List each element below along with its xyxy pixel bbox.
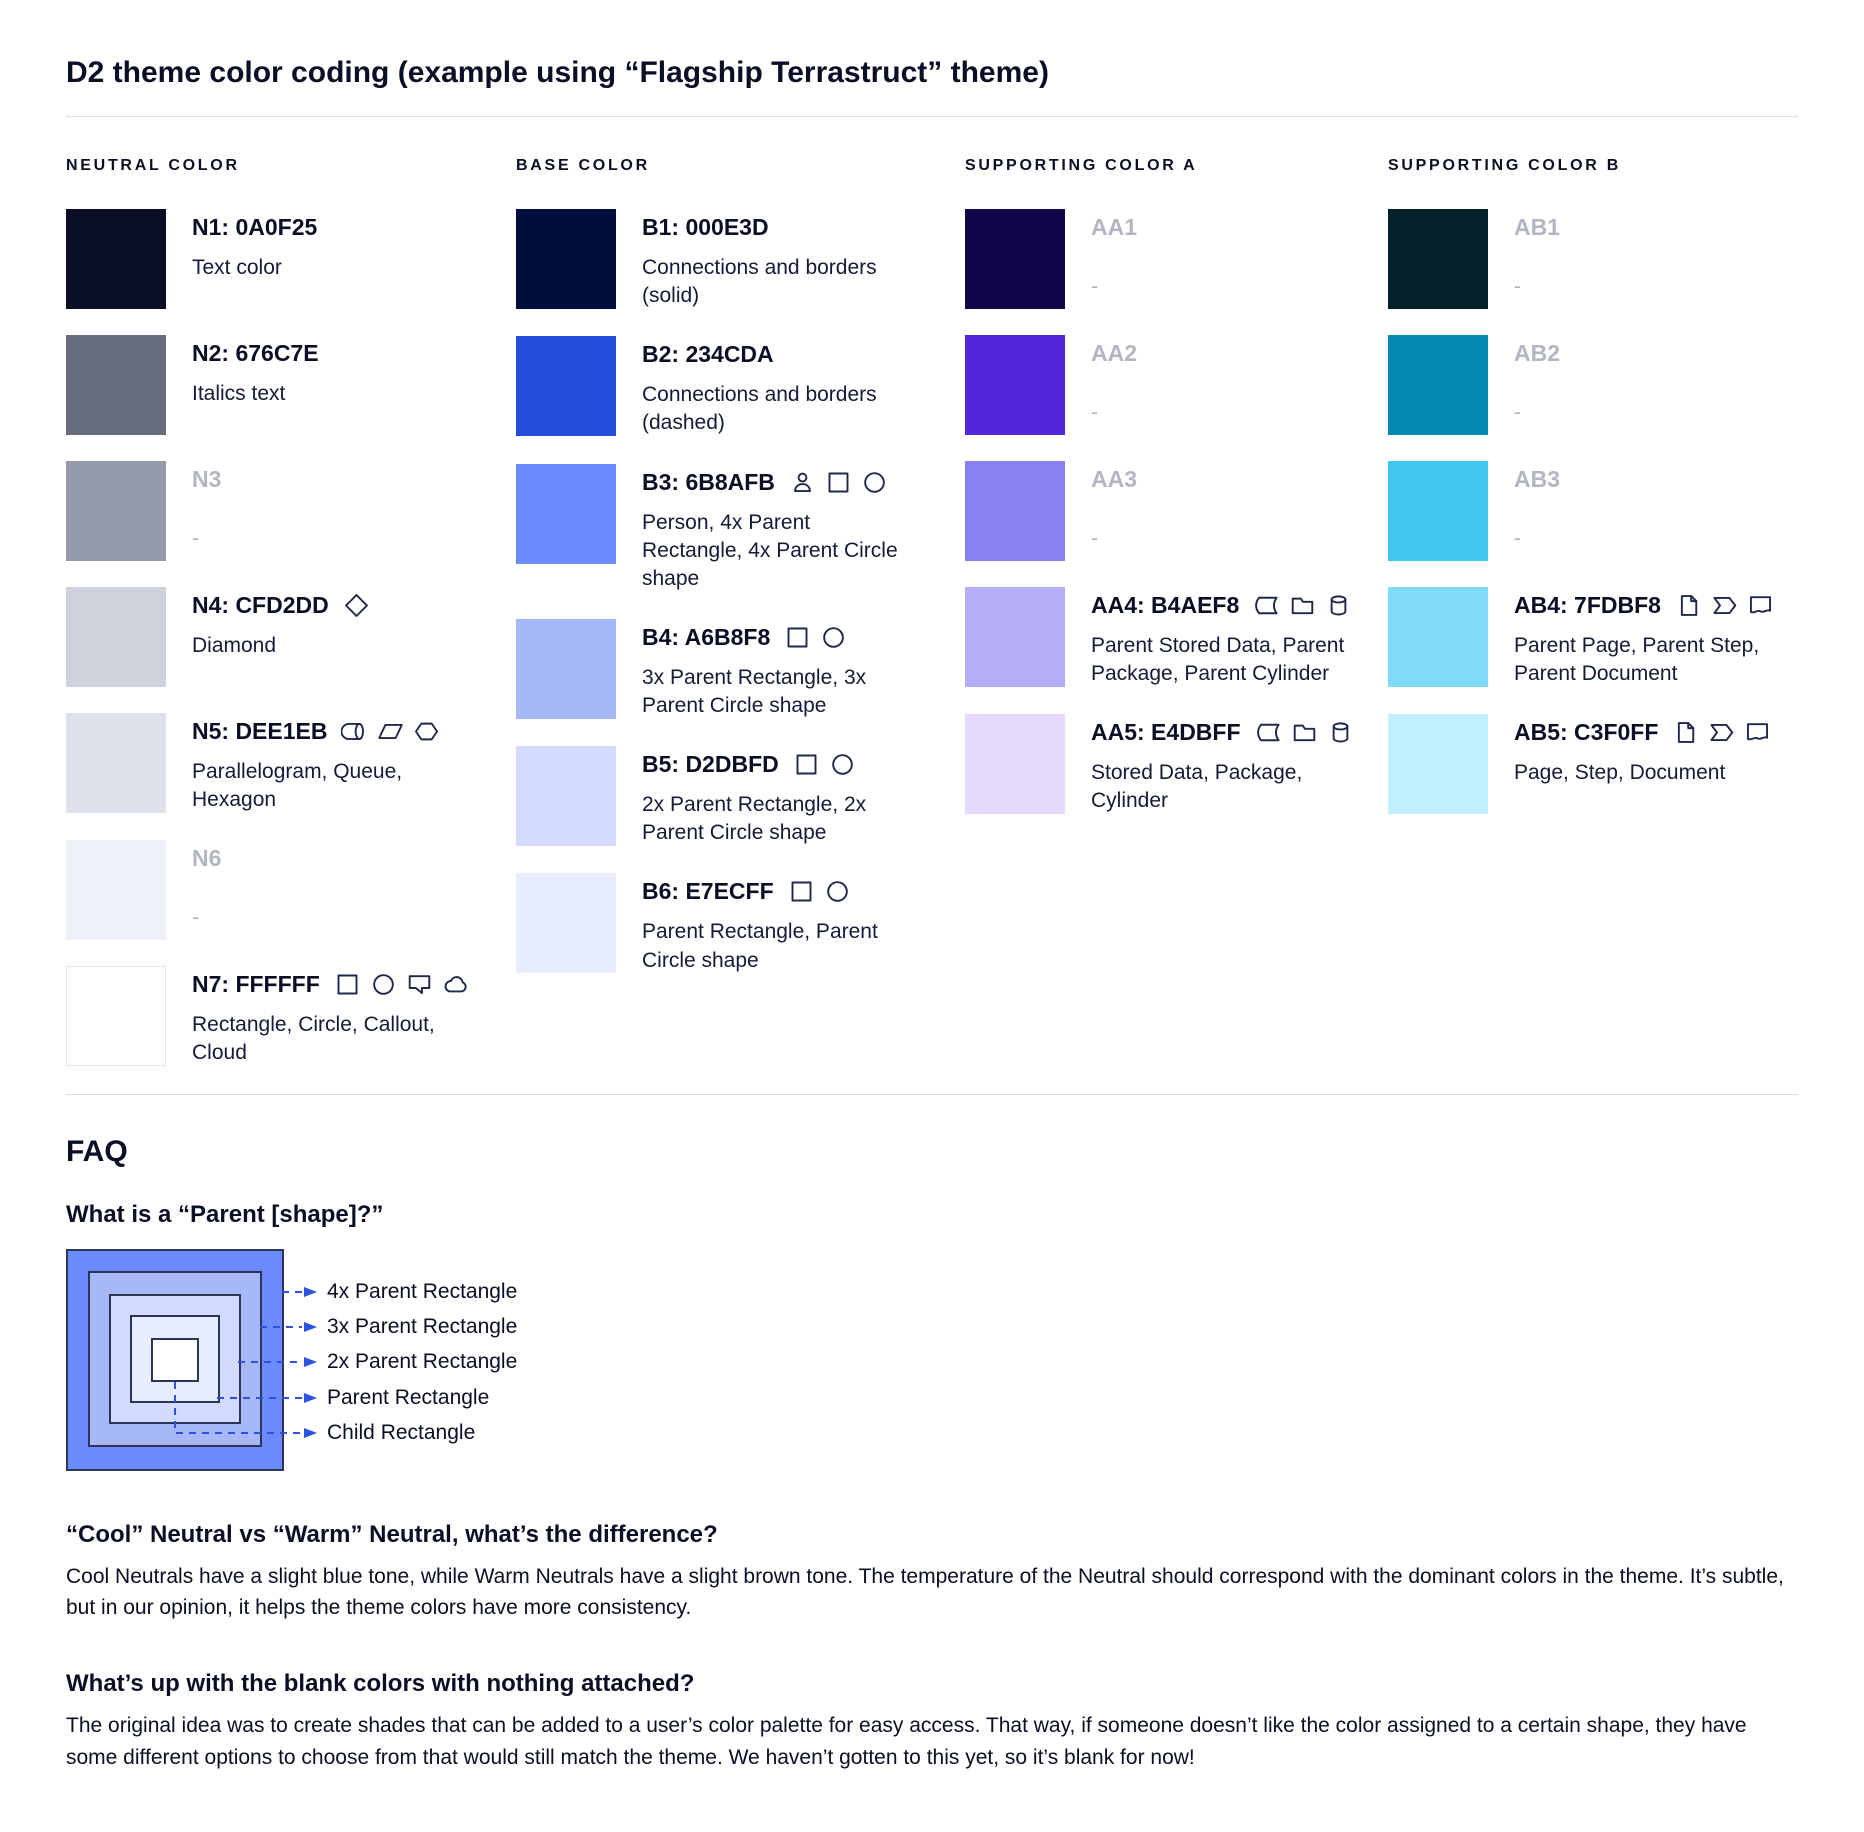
color-description: Diamond xyxy=(192,634,277,657)
color-code: AB3 xyxy=(1514,466,1561,492)
color-row xyxy=(965,209,1388,309)
color-swatch xyxy=(965,461,1065,561)
column-header: BASE COLOR xyxy=(516,157,650,174)
diagram-label-3: Parent Rectangle xyxy=(327,1385,490,1409)
stored-data-icon xyxy=(1255,719,1282,746)
color-info xyxy=(642,873,914,974)
color-row xyxy=(1388,335,1798,435)
color-description: - xyxy=(192,527,199,550)
color-row xyxy=(66,335,516,435)
color-info xyxy=(192,966,464,1067)
color-description: Rectangle, Circle, Callout, Cloud xyxy=(192,1013,435,1065)
color-swatch xyxy=(516,209,616,309)
circle-icon xyxy=(861,469,888,496)
color-description: - xyxy=(1514,527,1521,550)
color-code-line xyxy=(1514,214,1786,241)
color-code-line xyxy=(642,751,914,778)
color-info xyxy=(1091,209,1363,309)
stored-data-icon xyxy=(1253,592,1280,619)
diagram-label-2: 2x Parent Rectangle xyxy=(327,1349,518,1373)
color-code-line xyxy=(1514,466,1786,493)
shape-icons xyxy=(334,971,469,998)
color-code: AB4: 7FDBF8 xyxy=(1514,592,1661,618)
color-swatch xyxy=(1388,209,1488,309)
color-row xyxy=(516,873,965,974)
section-divider xyxy=(66,1094,1798,1095)
color-swatch xyxy=(66,209,166,309)
shape-icons xyxy=(793,751,856,778)
color-row xyxy=(66,461,516,561)
color-description: Parent Stored Data, Parent Package, Parent Cylinder xyxy=(1091,634,1345,686)
color-info xyxy=(192,335,464,435)
color-description: Parallelogram, Queue, Hexagon xyxy=(192,760,403,812)
color-swatch xyxy=(66,713,166,813)
color-info xyxy=(1514,587,1786,688)
column-rows xyxy=(1388,209,1798,814)
color-info xyxy=(192,209,464,309)
page-title: D2 theme color coding (example using “Flagship Terrastruct” theme) xyxy=(66,56,1049,89)
color-description: Connections and borders (solid) xyxy=(642,256,877,308)
color-info xyxy=(642,619,914,720)
palette-column xyxy=(516,157,965,1094)
faq-heading: FAQ xyxy=(66,1134,128,1168)
color-description: Connections and borders (dashed) xyxy=(642,383,877,435)
color-swatch xyxy=(516,464,616,564)
color-code-line xyxy=(642,624,914,651)
color-info xyxy=(642,209,914,310)
color-code-line xyxy=(642,341,914,368)
diagram-label-4: Child Rectangle xyxy=(327,1420,476,1444)
color-description: - xyxy=(192,906,199,930)
color-info xyxy=(1091,335,1363,435)
color-row xyxy=(66,966,516,1067)
color-info xyxy=(1091,461,1363,561)
color-code: B5: D2DBFD xyxy=(642,751,779,778)
color-code: AA3 xyxy=(1091,466,1138,492)
color-info xyxy=(192,461,464,561)
page-icon xyxy=(1672,719,1699,746)
color-swatch xyxy=(66,335,166,435)
color-swatch xyxy=(66,587,166,687)
column-rows xyxy=(516,209,965,975)
shape-icons xyxy=(1675,592,1774,619)
package-icon xyxy=(1291,719,1318,746)
color-description: Stored Data, Package, Cylinder xyxy=(1091,761,1303,813)
color-row xyxy=(965,461,1388,561)
color-code-line xyxy=(1514,340,1786,367)
color-info xyxy=(1514,461,1786,561)
color-info xyxy=(642,464,914,593)
color-description: - xyxy=(1091,527,1098,550)
color-info xyxy=(1514,209,1786,309)
color-swatch xyxy=(965,714,1065,814)
shape-icons xyxy=(341,718,440,745)
faq-question-blank-colors: What’s up with the blank colors with nothing attached? xyxy=(66,1670,695,1698)
color-code: AA5: E4DBFF xyxy=(1091,719,1241,746)
color-info xyxy=(1514,335,1786,435)
color-swatch xyxy=(1388,335,1488,435)
color-row xyxy=(516,336,965,437)
document-icon xyxy=(1744,719,1771,746)
color-code-line xyxy=(192,592,464,619)
color-swatch xyxy=(66,966,166,1066)
color-row xyxy=(66,209,516,309)
color-code-line xyxy=(192,340,464,367)
step-icon xyxy=(1711,592,1738,619)
cloud-icon xyxy=(442,971,469,998)
cylinder-icon xyxy=(1327,719,1354,746)
color-row xyxy=(516,746,965,847)
color-code: AB2 xyxy=(1514,340,1561,366)
cylinder-icon xyxy=(1325,592,1352,619)
rectangle-icon xyxy=(793,751,820,778)
color-row xyxy=(1388,714,1798,814)
color-code-line xyxy=(1091,719,1363,746)
color-description: Parent Page, Parent Step, Parent Document xyxy=(1514,634,1760,686)
color-info xyxy=(192,840,464,940)
color-code: N6 xyxy=(192,845,222,872)
color-info xyxy=(1514,714,1786,814)
diagram-label-1: 3x Parent Rectangle xyxy=(327,1314,518,1338)
color-code: AA4: B4AEF8 xyxy=(1091,592,1240,618)
queue-icon xyxy=(341,718,368,745)
palette-column xyxy=(965,157,1388,1094)
palette-column xyxy=(66,157,516,1094)
column-header: SUPPORTING COLOR B xyxy=(1388,157,1621,174)
color-code: N5: DEE1EB xyxy=(192,718,328,744)
color-swatch xyxy=(66,840,166,940)
color-code: AB1 xyxy=(1514,214,1561,240)
color-row xyxy=(516,464,965,593)
diagram-rect-4 xyxy=(151,1338,199,1382)
color-info xyxy=(642,336,914,437)
shape-icons xyxy=(343,592,370,619)
shape-icons xyxy=(1253,592,1352,619)
color-description: Person, 4x Parent Rectangle, 4x Parent Circle shape xyxy=(642,510,898,590)
document-icon xyxy=(1747,592,1774,619)
color-code: AB5: C3F0FF xyxy=(1514,719,1659,746)
color-swatch xyxy=(66,461,166,561)
color-description: - xyxy=(1091,401,1098,424)
color-row xyxy=(1388,461,1798,561)
shape-icons xyxy=(788,878,851,905)
color-code: N4: CFD2DD xyxy=(192,592,329,618)
color-info xyxy=(642,746,914,847)
color-code: N7: FFFFFF xyxy=(192,971,320,998)
color-swatch xyxy=(965,209,1065,309)
color-info xyxy=(192,587,464,687)
color-row xyxy=(965,714,1388,815)
color-code-line xyxy=(1091,214,1363,241)
hexagon-icon xyxy=(413,718,440,745)
top-divider xyxy=(66,116,1798,117)
rectangle-icon xyxy=(784,624,811,651)
color-swatch xyxy=(516,746,616,846)
color-code-line xyxy=(1091,592,1363,619)
color-code-line xyxy=(1514,592,1786,619)
circle-icon xyxy=(824,878,851,905)
diamond-icon xyxy=(343,592,370,619)
faq-section xyxy=(66,1135,1798,1775)
color-row xyxy=(965,335,1388,435)
color-code-line xyxy=(642,214,914,241)
color-row xyxy=(965,587,1388,688)
color-code-line xyxy=(192,466,464,493)
color-code-line xyxy=(192,845,464,872)
color-row xyxy=(516,209,965,310)
rectangle-icon xyxy=(788,878,815,905)
color-code: N1: 0A0F25 xyxy=(192,214,318,240)
color-code-line xyxy=(192,718,464,745)
parent-shape-diagram xyxy=(66,1249,686,1475)
rectangle-icon xyxy=(334,971,361,998)
color-code: B4: A6B8F8 xyxy=(642,623,771,650)
column-rows xyxy=(965,209,1388,816)
shape-icons xyxy=(784,624,847,651)
color-description: Italics text xyxy=(192,382,286,405)
person-icon xyxy=(789,469,816,496)
rectangle-icon xyxy=(825,469,852,496)
faq-question-parent-shape: What is a “Parent [shape]?” xyxy=(66,1200,384,1228)
color-code-line xyxy=(642,878,914,905)
color-description: 2x Parent Rectangle, 2x Parent Circle shape xyxy=(642,793,867,845)
shape-icons xyxy=(789,469,888,496)
callout-icon xyxy=(406,971,433,998)
column-rows xyxy=(66,209,516,1068)
color-code: N2: 676C7E xyxy=(192,340,319,366)
column-header: NEUTRAL COLOR xyxy=(66,157,240,174)
faq-question-cool-vs-warm: “Cool” Neutral vs “Warm” Neutral, what’s the difference? xyxy=(66,1520,718,1548)
step-icon xyxy=(1708,719,1735,746)
color-swatch xyxy=(1388,461,1488,561)
column-header: SUPPORTING COLOR A xyxy=(965,157,1198,174)
color-swatch xyxy=(516,873,616,973)
color-code: B2: 234CDA xyxy=(642,341,774,368)
color-row xyxy=(516,619,965,720)
palette-column xyxy=(1388,157,1798,1094)
color-code: N3 xyxy=(192,466,222,492)
color-swatch xyxy=(516,336,616,436)
color-code-line xyxy=(642,469,914,496)
color-swatch xyxy=(965,587,1065,687)
color-code: AA1 xyxy=(1091,214,1138,240)
parallelogram-icon xyxy=(377,718,404,745)
palette-grid xyxy=(66,157,1798,1094)
color-row xyxy=(1388,587,1798,688)
color-description: - xyxy=(1514,401,1521,424)
faq-answer-cool-vs-warm: Cool Neutrals have a slight blue tone, while Warm Neutrals have a slight brown tone. The temperature of the Neutral should correspond with the dominant colors in the theme. It’s subtle, but in our opinion, it helps the theme colors have more consistency. xyxy=(66,1564,1784,1620)
color-row xyxy=(66,840,516,940)
color-swatch xyxy=(965,335,1065,435)
shape-icons xyxy=(1255,719,1354,746)
color-row xyxy=(66,713,516,814)
circle-icon xyxy=(829,751,856,778)
faq-answer-blank-colors: The original idea was to create shades that can be added to a user’s color palette for easy access. That way, if someone doesn’t like the color assigned to a certain shape, they have some different options to choose from that would still match the theme. We haven’t gotten to this yet, so it’s blank for now! xyxy=(66,1714,1747,1770)
circle-icon xyxy=(370,971,397,998)
page-icon xyxy=(1675,592,1702,619)
color-description: - xyxy=(1514,275,1521,298)
color-code: AA2 xyxy=(1091,340,1138,366)
color-code-line xyxy=(1091,340,1363,367)
circle-icon xyxy=(820,624,847,651)
color-code: B3: 6B8AFB xyxy=(642,468,775,495)
color-code-line xyxy=(192,971,464,998)
color-description: 3x Parent Rectangle, 3x Parent Circle shape xyxy=(642,665,867,717)
color-swatch xyxy=(516,619,616,719)
color-description: - xyxy=(1091,275,1098,298)
color-row xyxy=(1388,209,1798,309)
color-description: Parent Rectangle, Parent Circle shape xyxy=(642,920,878,972)
color-code: B1: 000E3D xyxy=(642,214,769,240)
color-swatch xyxy=(1388,587,1488,687)
color-description: Text color xyxy=(192,256,282,279)
color-info xyxy=(1091,714,1363,815)
color-description: Page, Step, Document xyxy=(1514,761,1726,785)
color-row xyxy=(66,587,516,687)
diagram-label-0: 4x Parent Rectangle xyxy=(327,1279,518,1303)
color-info xyxy=(192,713,464,814)
color-swatch xyxy=(1388,714,1488,814)
color-code-line xyxy=(1091,466,1363,493)
color-info xyxy=(1091,587,1363,688)
color-code-line xyxy=(1514,719,1786,746)
color-code-line xyxy=(192,214,464,241)
color-code: B6: E7ECFF xyxy=(642,878,774,905)
shape-icons xyxy=(1672,719,1771,746)
package-icon xyxy=(1289,592,1316,619)
